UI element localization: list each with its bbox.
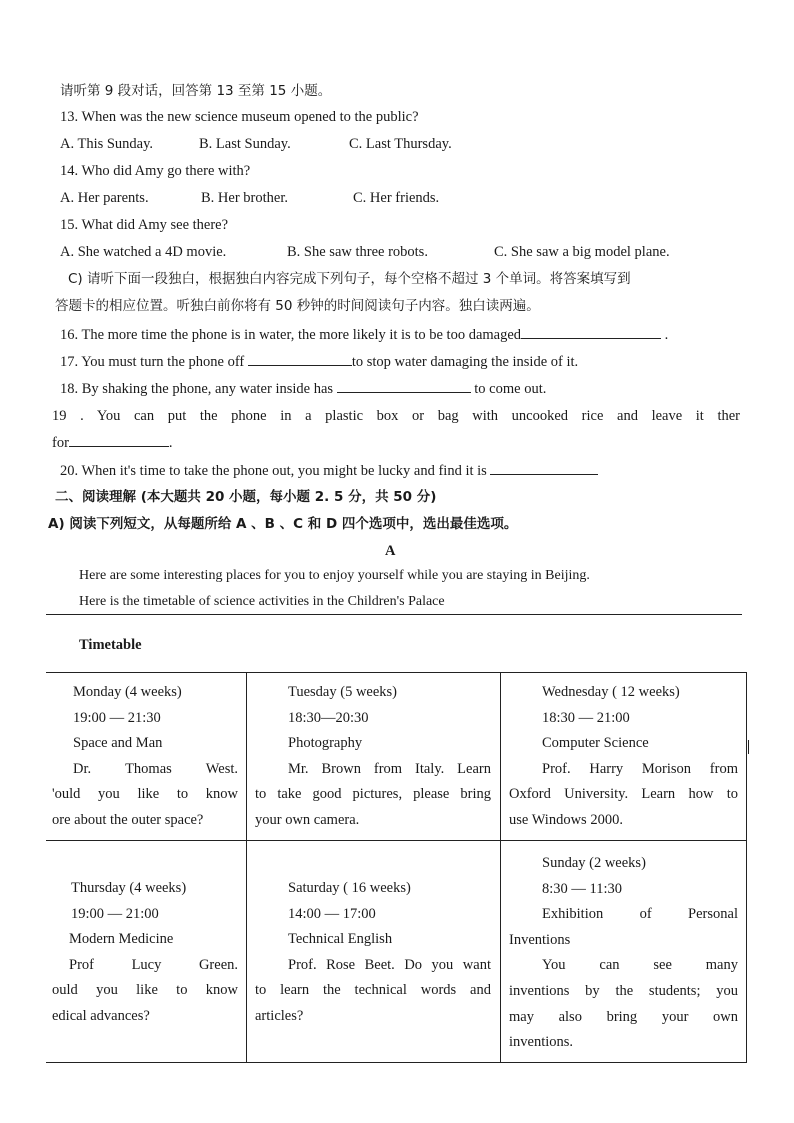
cell-subject: Exhibition of Personal (542, 906, 738, 923)
answer-blank-20[interactable] (490, 461, 598, 475)
question-18-text: 18. By shaking the phone, any water inside has (60, 381, 334, 397)
listening-instruction: 请听第 9 段对话，回答第 13 至第 15 小题。 (60, 83, 332, 99)
cell-subject: Photography (288, 735, 363, 752)
section-c-instruction-line2: 答题卡的相应位置。听独白前你将有 50 秒钟的时间阅读句子内容。独白读两遍。 (55, 298, 540, 314)
answer-blank-18[interactable] (337, 379, 471, 393)
question-15-stem: 15. What did Amy see there? (60, 217, 229, 233)
rule-top (46, 614, 742, 615)
question-13-option-a: A. This Sunday. (60, 136, 154, 152)
question-15-option-b: B. She saw three robots. (287, 244, 428, 260)
passage-intro-line2: Here is the timetable of science activities in the Children's Palace (79, 594, 445, 609)
cell-line: Mr. Brown from Italy. Learn (288, 760, 491, 777)
question-19-for: for (52, 435, 69, 451)
question-15-option-c: C. She saw a big model plane. (494, 244, 670, 260)
timetable-cell-wednesday (509, 680, 738, 834)
cell-time: 19:00 — 21:00 (71, 905, 159, 922)
question-17-end: to stop water damaging the inside of it. (351, 354, 579, 370)
question-19-line1: 19 . You can put the phone in a plastic box or bag with uncooked rice and leave it ther (52, 408, 740, 424)
cell-line: to learn the technical words and (255, 982, 491, 999)
cell-line: inventions. (509, 1034, 574, 1051)
cell-line: You can see many (542, 957, 738, 974)
answer-blank-19[interactable] (69, 433, 169, 447)
table-divider-1 (246, 672, 247, 1063)
table-border-right (746, 672, 747, 1063)
cell-time: 14:00 — 17:00 (288, 905, 376, 922)
question-17 (60, 352, 578, 371)
cell-time: 18:30 — 21:00 (542, 709, 630, 726)
question-14-option-c: C. Her friends. (353, 190, 440, 206)
question-16-end: . (664, 327, 669, 343)
cell-line: to take good pictures, please bring (255, 786, 491, 803)
cell-line: may also bring your own (509, 1008, 738, 1025)
cell-line: Dr. Thomas West. (73, 760, 238, 777)
cell-time: 8:30 — 11:30 (542, 880, 623, 897)
cell-subject: Technical English (288, 931, 393, 948)
cell-day: Wednesday ( 12 weeks) (542, 684, 680, 700)
cell-subject: Computer Science (542, 735, 649, 752)
question-13-stem: 13. When was the new science museum opened to the public? (60, 109, 419, 125)
timetable-cell-monday (52, 680, 238, 834)
question-13-option-b: B. Last Sunday. (199, 136, 291, 152)
cell-day: Tuesday (5 weeks) (288, 684, 398, 700)
cell-day: Thursday (4 weeks) (71, 880, 187, 896)
cell-line: ould you like to know (52, 982, 238, 999)
passage-intro-line1: Here are some interesting places for you to enjoy yourself while you are staying in Beijing. (79, 568, 590, 583)
question-20-text: 20. When it's time to take the phone out, you might be lucky and find it is (60, 463, 487, 479)
passage-label: A (385, 543, 396, 559)
table-divider-2 (500, 672, 501, 1063)
question-15-option-a: A. She watched a 4D movie. (60, 244, 227, 260)
question-16-text: 16. The more time the phone is in water, the more likely it is to be too damaged (60, 327, 522, 343)
cell-time: 19:00 — 21:30 (73, 709, 161, 726)
question-20 (60, 461, 598, 480)
question-19-line2 (52, 433, 173, 452)
cell-line: inventions by the students; you (509, 982, 738, 999)
cell-line: Prof. Harry Morison from (542, 760, 738, 777)
question-13-option-c: C. Last Thursday. (349, 136, 452, 152)
question-18-end: to come out. (474, 381, 547, 397)
cell-time: 18:30—20:30 (288, 709, 369, 726)
question-14-option-b: B. Her brother. (201, 190, 288, 206)
cell-line: 'ould you like to know (52, 786, 238, 803)
cell-line: Oxford University. Learn how to (509, 786, 738, 803)
question-17-text: 17. You must turn the phone off (60, 354, 245, 370)
answer-blank-16[interactable] (521, 325, 661, 339)
timetable-cell-tuesday (255, 680, 491, 834)
cell-subject: Space and Man (73, 735, 163, 752)
table-border-top (46, 672, 746, 673)
timetable-cell-thursday (52, 876, 238, 1030)
cell-line: your own camera. (255, 811, 360, 828)
question-18 (60, 379, 546, 398)
cell-line: edical advances? (52, 1007, 150, 1024)
timetable-label: Timetable (79, 637, 142, 653)
cell-line: Prof Lucy Green. (69, 956, 238, 973)
cell-day: Sunday (2 weeks) (542, 855, 646, 871)
table-border-middle (46, 840, 746, 841)
cell-day: Monday (4 weeks) (73, 684, 182, 700)
cell-line: articles? (255, 1007, 304, 1024)
cell-line: use Windows 2000. (509, 811, 623, 828)
section-c-instruction-line1: C) 请听下面一段独白，根据独白内容完成下列句子，每个空格不超过 3 个单词。将答案填写到 (68, 271, 631, 287)
cell-line: Prof. Rose Beet. Do you want (288, 956, 491, 973)
answer-blank-17[interactable] (248, 352, 352, 366)
table-border-bottom (46, 1062, 746, 1063)
timetable-cell-sunday (509, 851, 738, 1056)
cell-subject: Modern Medicine (69, 931, 174, 948)
cell-line: ore about the outer space? (52, 811, 204, 828)
question-16 (60, 325, 668, 344)
cell-day: Saturday ( 16 weeks) (288, 880, 411, 896)
timetable-cell-saturday (255, 876, 491, 1030)
question-19-end: . (168, 435, 173, 451)
reading-heading: 二、阅读理解 (本大题共 20 小题，每小题 2. 5 分，共 50 分) (55, 489, 437, 505)
reading-instruction: A) 阅读下列短文，从每题所给 A 、B 、C 和 D 四个选项中，选出最佳选项。 (48, 516, 518, 532)
margin-mark (748, 740, 749, 754)
question-14-stem: 14. Who did Amy go there with? (60, 163, 251, 179)
cell-line: Inventions (509, 931, 571, 948)
question-14-option-a: A. Her parents. (60, 190, 149, 206)
